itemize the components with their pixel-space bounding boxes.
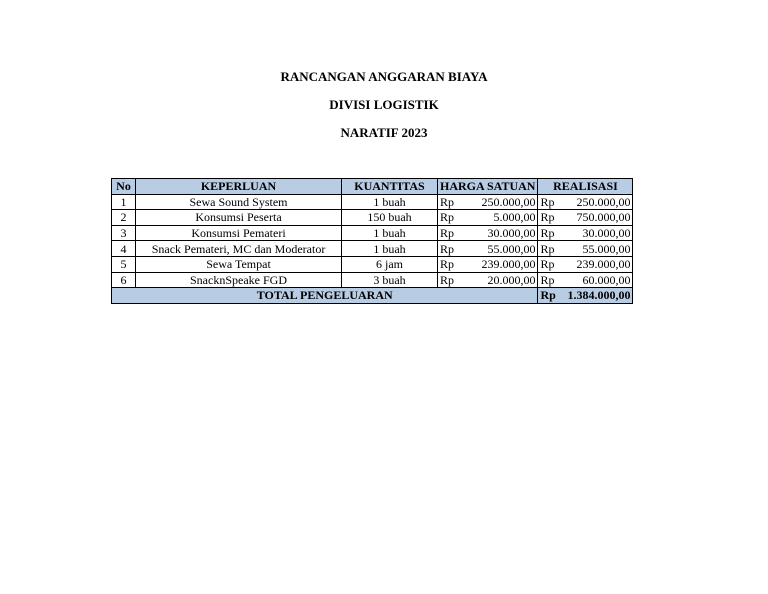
row-realisasi: 750.000,00 (563, 210, 633, 226)
document-title: RANCANGAN ANGGARAN BIAYA (280, 69, 488, 84)
row-keperluan: Konsumsi Pemateri (136, 225, 342, 241)
row-harga-currency: Rp (438, 241, 467, 257)
row-kuantitas: 6 jam (342, 256, 438, 272)
row-harga-currency: Rp (438, 210, 467, 226)
row-realisasi-currency: Rp (538, 210, 563, 226)
table-row (112, 194, 633, 210)
document-subtitle-division: DIVISI LOGISTIK (329, 97, 439, 112)
row-harga-satuan: 55.000,00 (466, 241, 538, 257)
row-realisasi-currency: Rp (538, 225, 563, 241)
row-realisasi: 30.000,00 (563, 225, 633, 241)
row-kuantitas: 150 buah (342, 210, 438, 226)
row-harga-satuan: 30.000,00 (466, 225, 538, 241)
column-header-harga-satuan: HARGA SATUAN (438, 179, 538, 195)
document-subtitle-program: NARATIF 2023 (340, 125, 428, 140)
row-keperluan: Sewa Tempat (136, 256, 342, 272)
budget-table (111, 178, 633, 304)
table-row (112, 225, 633, 241)
table-row (112, 272, 633, 288)
row-kuantitas: 1 buah (342, 194, 438, 210)
row-harga-satuan: 250.000,00 (466, 194, 538, 210)
row-realisasi: 250.000,00 (563, 194, 633, 210)
row-harga-currency: Rp (438, 256, 467, 272)
row-harga-currency: Rp (438, 194, 467, 210)
column-header-kuantitas: KUANTITAS (342, 179, 438, 195)
row-harga-currency: Rp (438, 272, 467, 288)
row-realisasi: 60.000,00 (563, 272, 633, 288)
total-label: TOTAL PENGELUARAN (112, 288, 538, 304)
row-no: 5 (112, 256, 136, 272)
row-realisasi: 55.000,00 (563, 241, 633, 257)
row-keperluan: SnacknSpeake FGD (136, 272, 342, 288)
row-realisasi: 239.000,00 (563, 256, 633, 272)
row-harga-satuan: 5.000,00 (466, 210, 538, 226)
table-header-row (112, 179, 633, 195)
row-realisasi-currency: Rp (538, 241, 563, 257)
row-keperluan: Snack Pemateri, MC dan Moderator (136, 241, 342, 257)
row-kuantitas: 3 buah (342, 272, 438, 288)
row-harga-currency: Rp (438, 225, 467, 241)
table-row (112, 241, 633, 257)
total-value: 1.384.000,00 (563, 288, 633, 304)
column-header-no: No (112, 179, 136, 195)
row-harga-satuan: 20.000,00 (466, 272, 538, 288)
row-realisasi-currency: Rp (538, 272, 563, 288)
row-realisasi-currency: Rp (538, 194, 563, 210)
row-keperluan: Konsumsi Peserta (136, 210, 342, 226)
row-no: 6 (112, 272, 136, 288)
row-kuantitas: 1 buah (342, 241, 438, 257)
table-row (112, 256, 633, 272)
row-no: 4 (112, 241, 136, 257)
total-currency: Rp (538, 288, 563, 304)
row-no: 3 (112, 225, 136, 241)
row-no: 1 (112, 194, 136, 210)
row-kuantitas: 1 buah (342, 225, 438, 241)
row-no: 2 (112, 210, 136, 226)
total-row (112, 288, 633, 304)
column-header-realisasi: REALISASI (538, 179, 633, 195)
table-row (112, 210, 633, 226)
row-harga-satuan: 239.000,00 (466, 256, 538, 272)
column-header-keperluan: KEPERLUAN (136, 179, 342, 195)
row-realisasi-currency: Rp (538, 256, 563, 272)
row-keperluan: Sewa Sound System (136, 194, 342, 210)
